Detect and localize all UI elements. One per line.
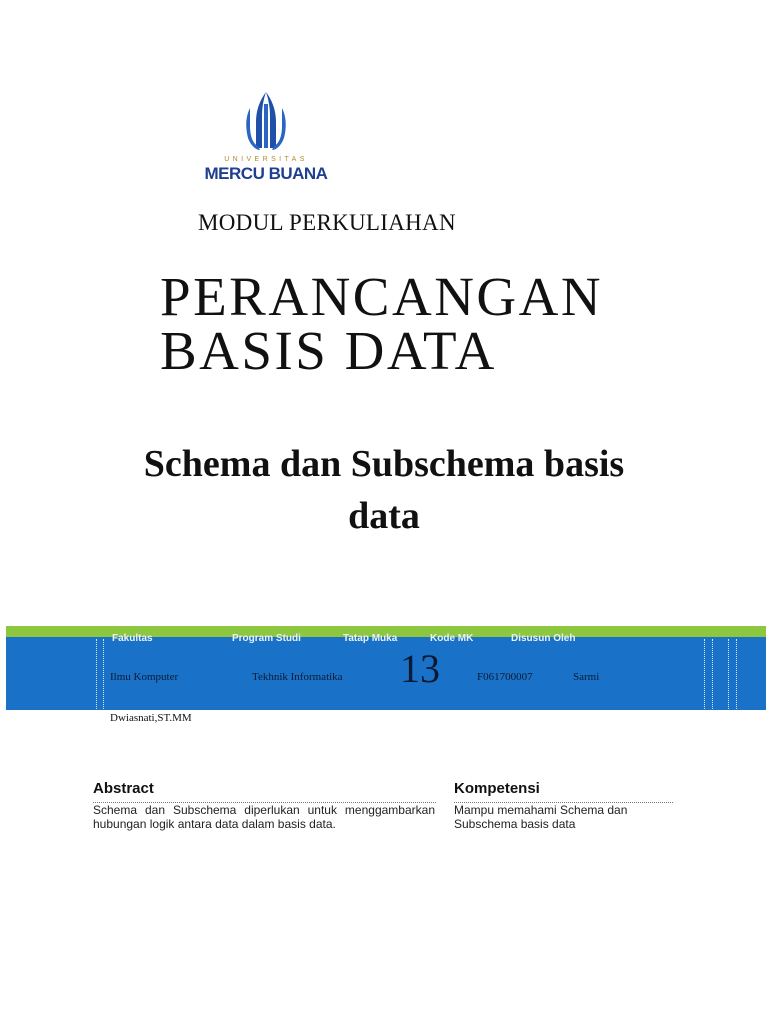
column-divider	[728, 639, 729, 709]
topic-title	[70, 438, 698, 542]
column-divider	[103, 639, 104, 709]
value-disusun-oleh: Sarmi	[573, 671, 600, 683]
column-divider	[736, 639, 737, 709]
module-label: MODUL PERKULIAHAN	[198, 210, 456, 235]
kompetensi-text: Mampu memahami Schema dan Subschema basis data	[454, 803, 628, 831]
flame-emblem-icon	[198, 86, 334, 156]
topic-title-line-1: Schema dan Subschema basis	[143, 443, 625, 485]
logo-wordmark: MERCU BUANA	[204, 164, 328, 183]
header-disusun-oleh: Disusun Oleh	[511, 633, 576, 644]
course-title	[160, 266, 604, 381]
kompetensi-heading: Kompetensi	[454, 780, 540, 797]
column-divider	[704, 639, 705, 709]
header-tatap-muka: Tatap Muka	[343, 633, 398, 644]
header-kode-mk: Kode MK	[430, 633, 474, 644]
column-divider	[96, 639, 97, 709]
value-disusun-oleh-continued: Dwiasnati,ST.MM	[110, 712, 192, 724]
abstract-text: Schema dan Subschema diperlukan untuk menggambarkan hubungan logik antara data dalam basis data.	[93, 803, 435, 831]
course-title-line-2: BASIS DATA	[160, 320, 497, 381]
topic-title-line-2: data	[348, 495, 420, 537]
value-tatap-muka: 13	[400, 646, 440, 691]
university-logo	[198, 86, 334, 194]
value-fakultas: Ilmu Komputer	[110, 671, 179, 683]
logo-subtext: UNIVERSITAS	[224, 156, 308, 163]
abstract-heading: Abstract	[93, 780, 154, 797]
column-divider	[712, 639, 713, 709]
value-program-studi: Tekhnik Informatika	[252, 671, 343, 683]
value-kode-mk: F061700007	[477, 671, 533, 683]
course-title-line-1: PERANCANGAN	[160, 266, 604, 327]
header-program-studi: Program Studi	[232, 633, 301, 644]
header-fakultas: Fakultas	[112, 633, 153, 644]
